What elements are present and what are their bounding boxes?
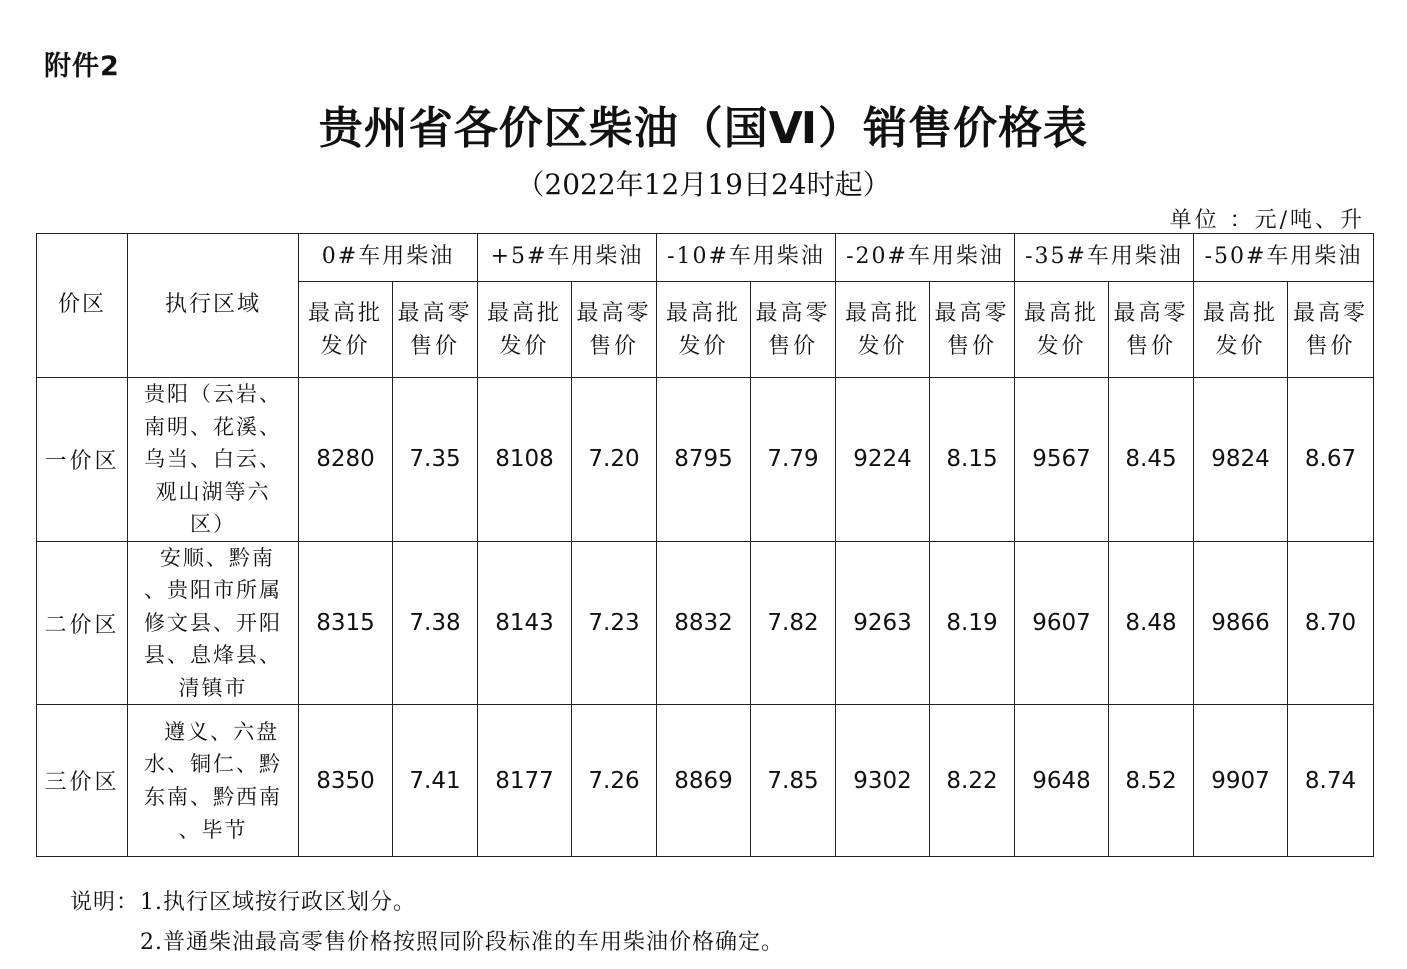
wholesale-price-cell: 8795	[657, 378, 751, 542]
product-header: -50#车用柴油	[1194, 234, 1374, 282]
retail-price-cell: 7.41	[393, 705, 478, 857]
wholesale-price-cell: 8280	[299, 378, 393, 542]
header-line: 最高零	[1292, 300, 1368, 326]
zone-cell: 三价区	[37, 705, 128, 857]
wholesale-price-cell: 8315	[299, 541, 393, 705]
wholesale-price-cell: 9824	[1194, 378, 1288, 542]
wholesale-price-cell: 8108	[478, 378, 572, 542]
region-line: 安顺、黔南	[151, 545, 275, 570]
note-item: 2.普通柴油最高零售价格按照同阶段标准的车用柴油价格确定。	[140, 929, 784, 955]
header-line: 售价	[767, 333, 818, 359]
retail-price-header	[751, 282, 836, 378]
wholesale-price-cell: 9607	[1015, 541, 1109, 705]
attachment-label: 附件2	[44, 51, 120, 82]
wholesale-price-cell: 8350	[299, 705, 393, 857]
product-header: -35#车用柴油	[1015, 234, 1194, 282]
retail-price-header	[930, 282, 1015, 378]
wholesale-price-cell: 9302	[836, 705, 930, 857]
wholesale-price-cell: 9907	[1194, 705, 1288, 857]
wholesale-price-cell: 9224	[836, 378, 930, 542]
retail-price-cell: 7.35	[393, 378, 478, 542]
wholesale-price-cell: 8143	[478, 541, 572, 705]
region-line: 清镇市	[178, 675, 248, 700]
header-line: 最高零	[576, 300, 652, 326]
wholesale-price-cell: 9263	[836, 541, 930, 705]
wholesale-price-header	[478, 282, 572, 378]
product-header: -10#车用柴油	[657, 234, 836, 282]
wholesale-price-header	[836, 282, 930, 378]
wholesale-price-cell: 8832	[657, 541, 751, 705]
retail-price-header	[393, 282, 478, 378]
note-line-1	[70, 880, 784, 920]
region-line: 水、铜仁、黔	[144, 752, 282, 777]
wholesale-price-header	[1194, 282, 1288, 378]
retail-price-cell: 7.26	[572, 705, 657, 857]
header-line: 最高批	[486, 300, 562, 326]
header-line: 最高批	[844, 300, 920, 326]
region-line: 南明、花溪、	[144, 414, 282, 439]
price-table	[36, 233, 1374, 857]
retail-price-cell: 8.52	[1109, 705, 1194, 857]
header-line: 发价	[320, 333, 371, 359]
wholesale-price-cell: 8177	[478, 705, 572, 857]
region-line: 修文县、开阳	[144, 610, 282, 635]
region-cell	[128, 378, 299, 542]
wholesale-price-cell: 9648	[1015, 705, 1109, 857]
header-line: 最高批	[1202, 300, 1278, 326]
header-line: 售价	[588, 333, 639, 359]
header-line: 发价	[1036, 333, 1087, 359]
product-header: 0#车用柴油	[299, 234, 478, 282]
wholesale-price-header	[299, 282, 393, 378]
retail-price-cell: 8.22	[930, 705, 1015, 857]
retail-price-cell: 8.48	[1109, 541, 1194, 705]
region-line: 乌当、白云、	[144, 447, 282, 472]
wholesale-price-header	[657, 282, 751, 378]
region-line: 东南、黔西南	[144, 784, 282, 809]
header-line: 售价	[1125, 333, 1176, 359]
header-line: 最高零	[755, 300, 831, 326]
note-item: 1.执行区域按行政区划分。	[140, 889, 416, 915]
retail-price-header	[1288, 282, 1374, 378]
header-line: 最高零	[1113, 300, 1189, 326]
region-line: 区）	[190, 512, 236, 537]
table-row	[37, 541, 1374, 705]
wholesale-price-cell: 9866	[1194, 541, 1288, 705]
unit-label: 单位 ：元/吨、升	[1169, 208, 1365, 233]
region-cell	[128, 541, 299, 705]
retail-price-cell: 8.67	[1288, 378, 1374, 542]
zone-cell: 二价区	[37, 541, 128, 705]
header-line: 售价	[946, 333, 997, 359]
header-line: 发价	[857, 333, 908, 359]
header-line: 发价	[499, 333, 550, 359]
header-line: 最高批	[307, 300, 383, 326]
header-line: 最高零	[934, 300, 1010, 326]
page-title: 贵州省各价区柴油（国Ⅵ）销售价格表	[318, 103, 1089, 154]
notes-label: 说明：	[70, 889, 140, 915]
retail-price-cell: 8.15	[930, 378, 1015, 542]
retail-price-header	[1109, 282, 1194, 378]
region-cell	[128, 705, 299, 857]
price-table-body	[37, 234, 1374, 857]
table-row	[37, 705, 1374, 857]
notes	[70, 880, 784, 960]
header-zone: 价区	[37, 234, 128, 378]
wholesale-price-header	[1015, 282, 1109, 378]
product-header: -20#车用柴油	[836, 234, 1015, 282]
region-line: 、贵阳市所属	[144, 578, 282, 603]
region-line: 观山湖等六	[155, 479, 271, 504]
wholesale-price-cell: 8869	[657, 705, 751, 857]
retail-price-cell: 7.23	[572, 541, 657, 705]
header-region: 执行区域	[128, 234, 299, 378]
header-line: 售价	[409, 333, 460, 359]
header-row-products	[37, 234, 1374, 282]
zone-cell: 一价区	[37, 378, 128, 542]
region-line: 贵阳（云岩、	[144, 382, 282, 406]
effective-date: （2022年12月19日24时起）	[516, 168, 891, 201]
retail-price-cell: 8.19	[930, 541, 1015, 705]
wholesale-price-cell: 9567	[1015, 378, 1109, 542]
header-line: 最高批	[1023, 300, 1099, 326]
region-line: 县、息烽县、	[144, 643, 282, 668]
header-line: 售价	[1305, 333, 1356, 359]
region-line: 遵义、六盘	[146, 719, 280, 744]
header-line: 发价	[1215, 333, 1266, 359]
retail-price-cell: 7.85	[751, 705, 836, 857]
retail-price-cell: 7.38	[393, 541, 478, 705]
note-line-2	[70, 920, 784, 960]
retail-price-cell: 7.82	[751, 541, 836, 705]
retail-price-cell: 7.20	[572, 378, 657, 542]
header-line: 最高零	[397, 300, 473, 326]
retail-price-cell: 7.79	[751, 378, 836, 542]
retail-price-cell: 8.70	[1288, 541, 1374, 705]
region-line: 、毕节	[178, 817, 248, 842]
table-row	[37, 378, 1374, 542]
header-line: 最高批	[665, 300, 741, 326]
retail-price-cell: 8.74	[1288, 705, 1374, 857]
retail-price-header	[572, 282, 657, 378]
retail-price-cell: 8.45	[1109, 378, 1194, 542]
product-header: +5#车用柴油	[478, 234, 657, 282]
header-line: 发价	[678, 333, 729, 359]
